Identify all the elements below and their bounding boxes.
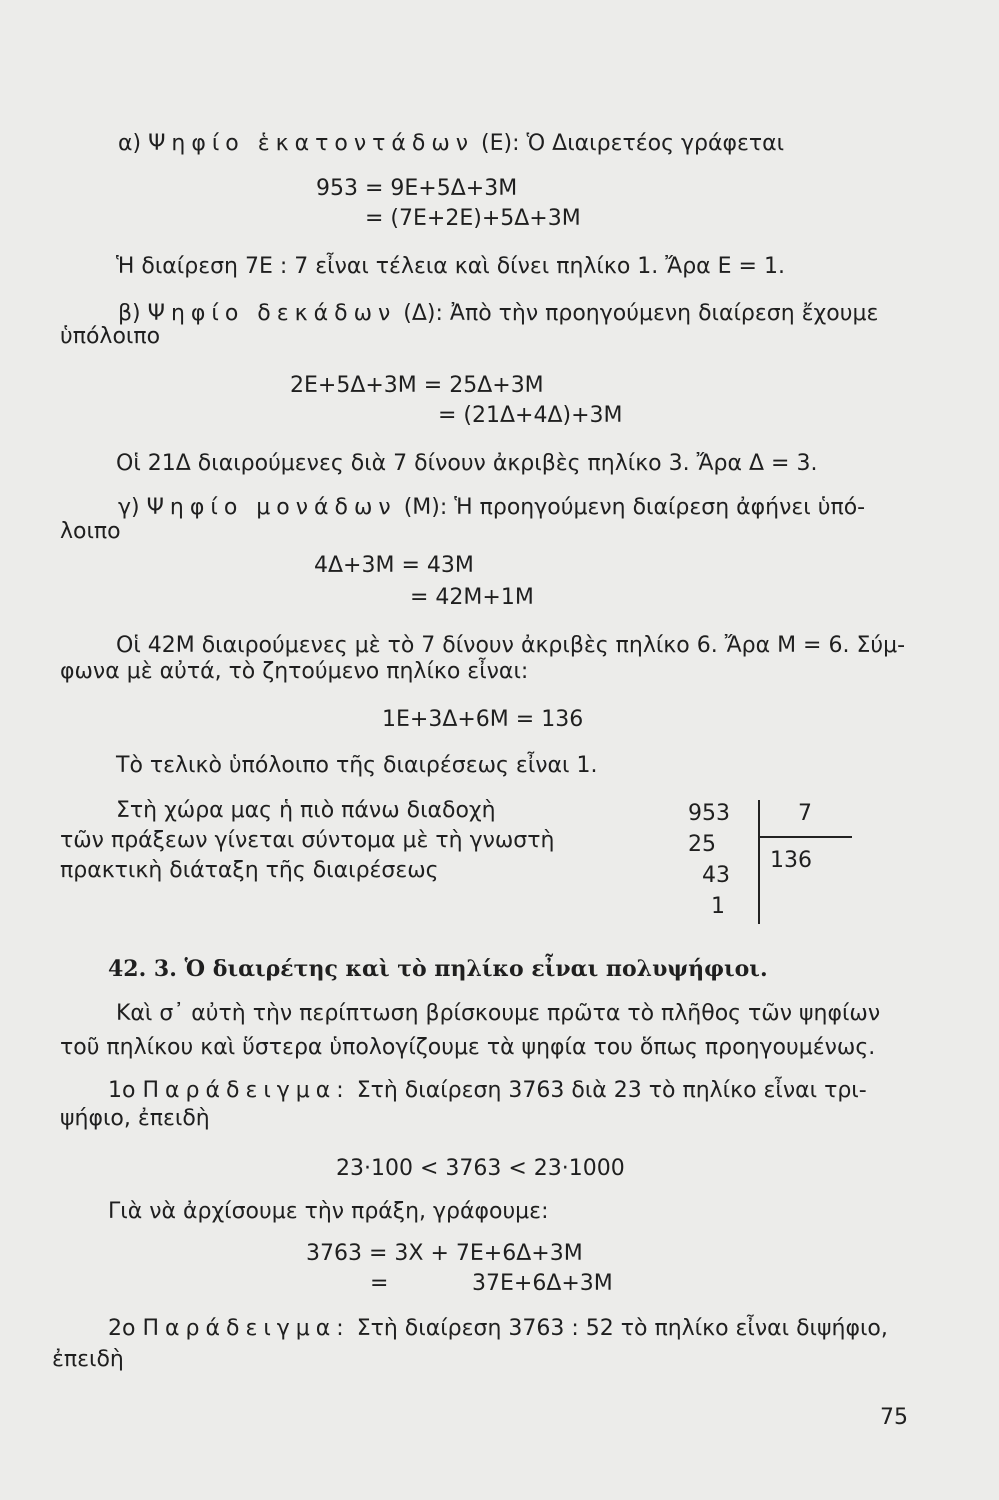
example-2-cont: ἐπειδὴ (52, 1347, 124, 1372)
section-c-conclusion-2: φωνα μὲ αὐτά, τὸ ζητούμενο πηλίκο εἶναι: (60, 659, 529, 684)
section-b-text: (Δ): Ἀπὸ τὴν προηγούμενη διαίρεση ἔχουμε (403, 301, 879, 326)
section-a-intro (118, 130, 784, 158)
section-b-intro (118, 300, 878, 328)
division-divisor: 7 (798, 801, 812, 826)
section-c-eq1: 4Δ+3Μ = 43Μ (314, 553, 474, 578)
section-c-text: (Μ): Ἡ προηγούμενη διαίρεση ἀφήνει ὑπό- (403, 495, 866, 520)
example-1-eq-a: 3763 = 3Χ + 7Ε+6Δ+3Μ (306, 1241, 583, 1266)
example-1-text: Στὴ διαίρεση 3763 διὰ 23 τὸ πηλίκο εἶναι τρι- (356, 1078, 867, 1103)
division-quotient: 136 (770, 848, 812, 873)
layout-note-line-1: Στὴ χώρα μας ἡ πιὸ πάνω διαδοχὴ (116, 798, 496, 823)
page-number: 75 (880, 1405, 908, 1430)
section-heading: 42. 3. Ὁ διαιρέτης καὶ τὸ πηλίκο εἶναι πολυψήφιοι. (108, 956, 768, 982)
example-1-instruction: Γιὰ νὰ ἀρχίσουμε τὴν πράξη, γράφουμε: (108, 1199, 549, 1224)
division-step-1: 25 (688, 832, 716, 857)
section-a-spaced-title: Ψηφίο ἑκατοντάδων (148, 131, 475, 156)
section-a-label: α) (118, 131, 142, 156)
example-1-eq-b-sign: = (370, 1271, 389, 1296)
section-c-intro (118, 494, 865, 522)
section-a-text: (Ε): Ὁ Διαιρετέος γράφεται (481, 131, 785, 156)
example-1-label: Παράδειγμα: (142, 1078, 350, 1103)
example-1-eq-b: 37Ε+6Δ+3Μ (472, 1271, 613, 1296)
section-a-eq1: 953 = 9Ε+5Δ+3Μ (316, 176, 518, 201)
section-b-label: β) (118, 301, 141, 326)
example-2-text: Στὴ διαίρεση 3763 : 52 τὸ πηλίκο εἶναι διψήφιο, (356, 1316, 888, 1341)
section-c-label: γ) (118, 495, 140, 520)
section-b-cont: ὑπόλοιπο (60, 324, 161, 349)
division-dividend: 953 (688, 801, 730, 826)
example-1-cont: ψήφιο, ἐπειδὴ (60, 1106, 210, 1131)
section-para-line-2: τοῦ πηλίκου καὶ ὕστερα ὑπολογίζουμε τὰ ψηφία του ὅπως προηγουμένως. (60, 1035, 876, 1060)
example-1-intro (108, 1077, 867, 1105)
division-remainder: 1 (711, 894, 725, 919)
example-2-label: Παράδειγμα: (142, 1316, 350, 1341)
section-para-line-1: Καὶ σ᾽ αὐτὴ τὴν περίπτωση βρίσκουμε πρῶτα τὸ πλῆθος τῶν ψηφίων (116, 1001, 881, 1026)
section-c-remainder: Τὸ τελικὸ ὑπόλοιπο τῆς διαιρέσεως εἶναι 1. (116, 753, 598, 778)
section-b-spaced-title: Ψηφίο δεκάδων (147, 301, 397, 326)
example-2-intro (108, 1315, 888, 1343)
section-b-eq2: = (21Δ+4Δ)+3Μ (438, 403, 623, 428)
section-c-result: 1Ε+3Δ+6Μ = 136 (382, 707, 584, 732)
division-horizontal-bar (758, 836, 852, 838)
section-c-spaced-title: Ψηφίο μονάδων (146, 495, 397, 520)
section-c-cont: λοιπο (60, 519, 121, 544)
section-c-eq2: = 42Μ+1Μ (410, 585, 534, 610)
section-b-conclusion: Οἱ 21Δ διαιρούμενες διὰ 7 δίνουν ἀκριβὲς πηλίκο 3. Ἄρα Δ = 3. (116, 451, 818, 476)
example-2-number: 2ο (108, 1316, 136, 1341)
section-c-conclusion-1: Οἱ 42Μ διαιρούμενες μὲ τὸ 7 δίνουν ἀκριβὲς πηλίκο 6. Ἄρα Μ = 6. Σύμ- (116, 633, 906, 658)
division-step-2: 43 (702, 863, 730, 888)
layout-note-line-3: πρακτικὴ διάταξη τῆς διαιρέσεως (60, 858, 439, 883)
section-b-eq1: 2Ε+5Δ+3Μ = 25Δ+3Μ (290, 373, 544, 398)
section-a-eq2: = (7Ε+2Ε)+5Δ+3Μ (365, 206, 581, 231)
example-1-number: 1ο (108, 1078, 136, 1103)
layout-note-line-2: τῶν πράξεων γίνεται σύντομα μὲ τὴ γνωστὴ (60, 828, 555, 853)
section-a-conclusion: Ἡ διαίρεση 7Ε : 7 εἶναι τέλεια καὶ δίνει πηλίκο 1. Ἄρα Ε = 1. (116, 254, 785, 279)
example-1-inequality: 23·100 < 3763 < 23·1000 (336, 1156, 625, 1181)
